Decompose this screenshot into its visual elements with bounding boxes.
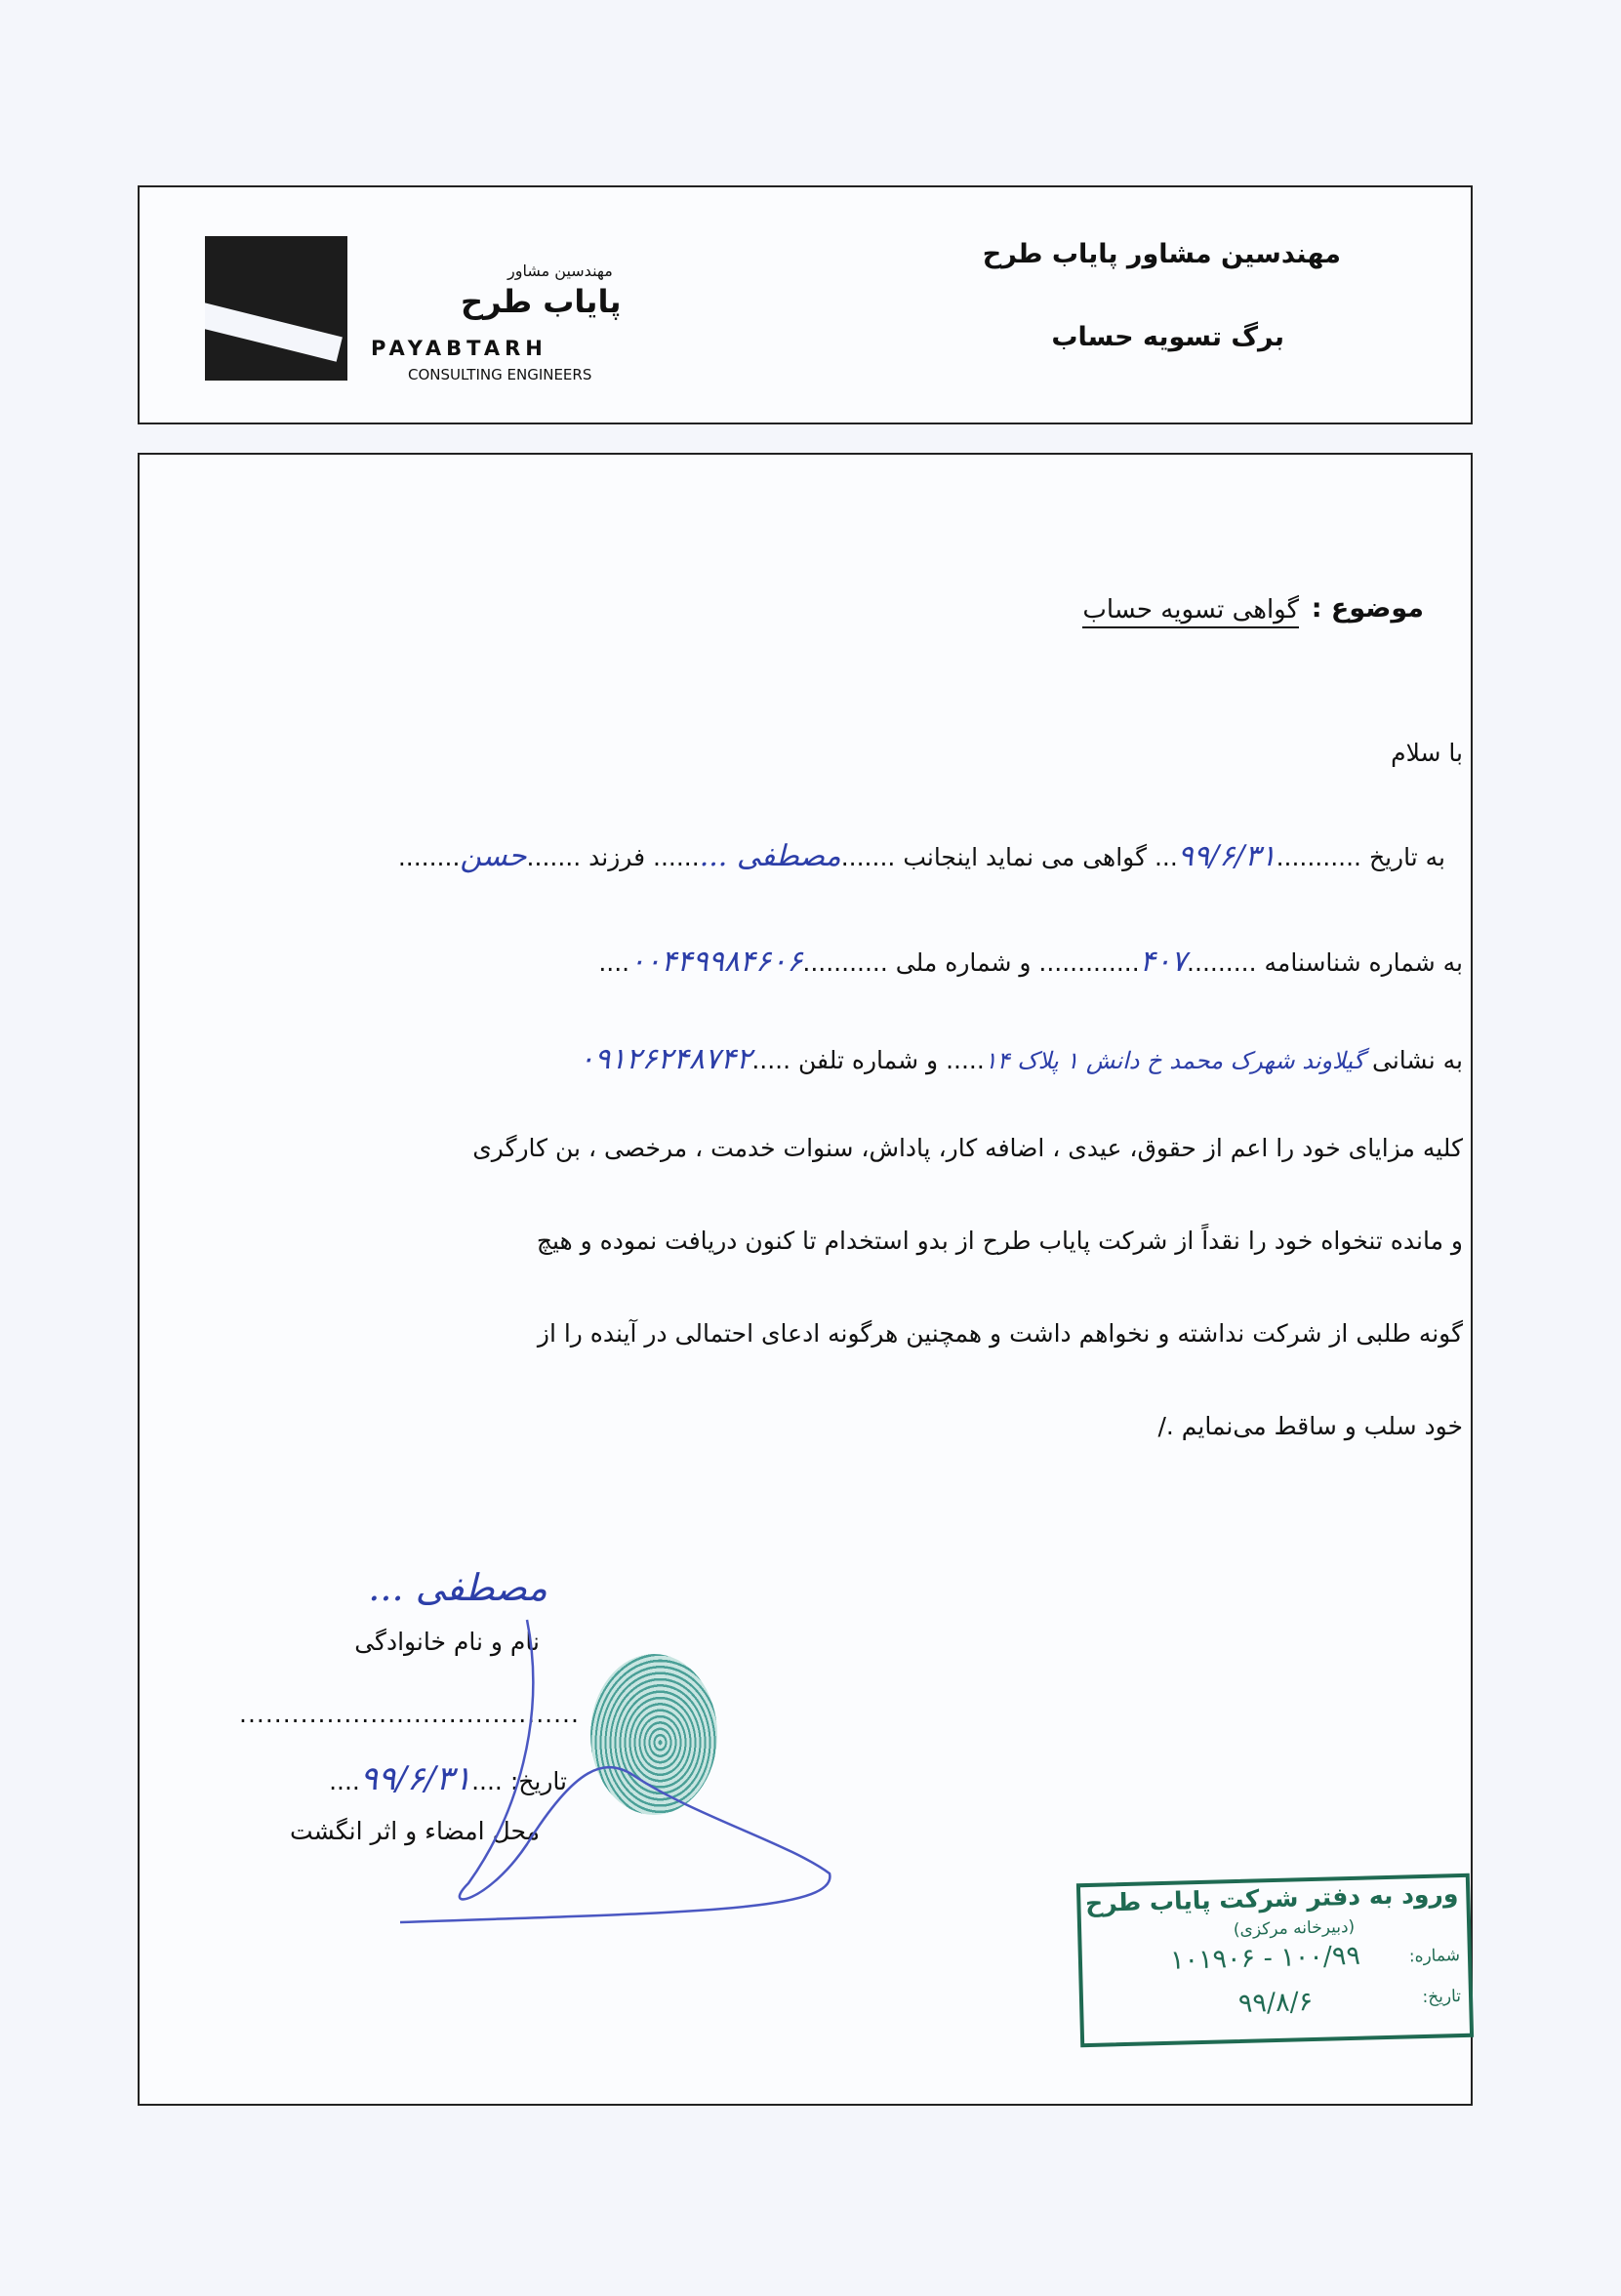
address-prefix: به نشانی <box>1372 1046 1463 1074</box>
stamp-line-1: ورود به دفتر شرکت پایاب طرح <box>1084 1879 1459 1918</box>
greeting: با سلام <box>1391 739 1463 767</box>
employee-name-field[interactable]: مصطفی ... <box>699 839 841 873</box>
name-dotted-line: ....................................... <box>239 1700 580 1728</box>
signature-place-label: محل امضاء و اثر انگشت <box>290 1817 540 1845</box>
paragraph-line: و مانده تنخواه خود را نقداً از شرکت پایاب طرح از بدو استخدام تا کنون دریافت نموده و هیچ <box>536 1227 1463 1255</box>
stamp-number-value: ۱۰۰/۹۹ - ۱۰۱۹۰۶ <box>1169 1940 1361 1976</box>
certify-text: گواهی می نماید اینجانب <box>903 843 1147 871</box>
form-line-3: به نشانی گیلاوند شهرک محمد خ دانش ۱ پلاک ۱۴..... و شماره تلفن .....۰۹۱۲۶۲۴۸۷۴۲ <box>579 1042 1463 1076</box>
logo-latin-sub: CONSULTING ENGINEERS <box>408 366 592 383</box>
registry-stamp <box>1076 1873 1474 2047</box>
id-prefix: به شماره شناسنامه <box>1264 948 1463 977</box>
signature-scribble <box>381 1600 849 1932</box>
form-line-1: به تاریخ ...........۹۹/۶/۳۱... گواهی می نماید اینجانب .......مصطفی ......... فرزند .......حسن........ <box>397 839 1445 873</box>
form-title: برگ تسویه حساب <box>1051 322 1284 352</box>
national-id-label: و شماره ملی <box>895 948 1032 977</box>
paragraph-line: کلیه مزایای خود را اعم از حقوق، عیدی ، اضافه کار، پاداش، سنوات خدمت ، مرخصی ، بن کارگری <box>472 1134 1463 1162</box>
phone-field[interactable]: ۰۹۱۲۶۲۴۸۷۴۲ <box>579 1042 752 1076</box>
name-label: نام و نام خانوادگی <box>354 1628 540 1656</box>
signature-date-label: تاریخ: <box>509 1767 567 1795</box>
stamp-number-label: شماره: <box>1408 1946 1461 1967</box>
signature-name-value[interactable]: مصطفی ... <box>368 1566 547 1609</box>
father-name-field[interactable]: حسن <box>460 839 527 873</box>
national-id-field[interactable]: ۰۰۴۴۹۹۸۴۶۰۶ <box>629 945 803 979</box>
stamp-date-value: ۹۹/۸/۶ <box>1237 1987 1314 2019</box>
paragraph-line: گونه طلبی از شرکت نداشته و نخواهم داشت و همچنین هرگونه ادعای احتمالی در آینده را از <box>537 1319 1463 1348</box>
address-field[interactable]: گیلاوند شهرک محمد خ دانش ۱ پلاک ۱۴ <box>984 1047 1365 1074</box>
stamp-line-2: (دبیرخانه مرکزی) <box>1233 1916 1356 1941</box>
signature-date-value[interactable]: ۹۹/۶/۳۱ <box>359 1759 472 1798</box>
logo-persian-name: پایاب طرح <box>461 283 622 320</box>
company-name: مهندسین مشاور پایاب طرح <box>982 239 1341 269</box>
stamp-date-label: تاریخ: <box>1422 1987 1462 2008</box>
signature-date-row: تاریخ: ....۹۹/۶/۳۱.... <box>329 1759 567 1798</box>
logo-latin-name: PAYABTARH <box>371 337 547 360</box>
child-of-label: فرزند <box>588 843 646 871</box>
phone-label: و شماره تلفن <box>798 1046 939 1074</box>
subject-label: موضوع : <box>1311 593 1424 624</box>
form-line-2: به شماره شناسنامه .........۴۰۷............. و شماره ملی ...........۰۰۴۴۹۹۸۴۶۰۶.... <box>598 945 1463 979</box>
birth-cert-number-field[interactable]: ۴۰۷ <box>1139 945 1188 979</box>
date-field[interactable]: ۹۹/۶/۳۱ <box>1177 839 1277 873</box>
company-logo-mark <box>205 236 347 381</box>
paragraph-line: خود سلب و ساقط می‌نمایم ./ <box>1157 1412 1463 1440</box>
subject-text: گواهی تسویه حساب <box>1082 595 1299 628</box>
logo-persian-small: مهندسین مشاور <box>507 262 613 280</box>
date-prefix: به تاریخ <box>1368 843 1445 871</box>
